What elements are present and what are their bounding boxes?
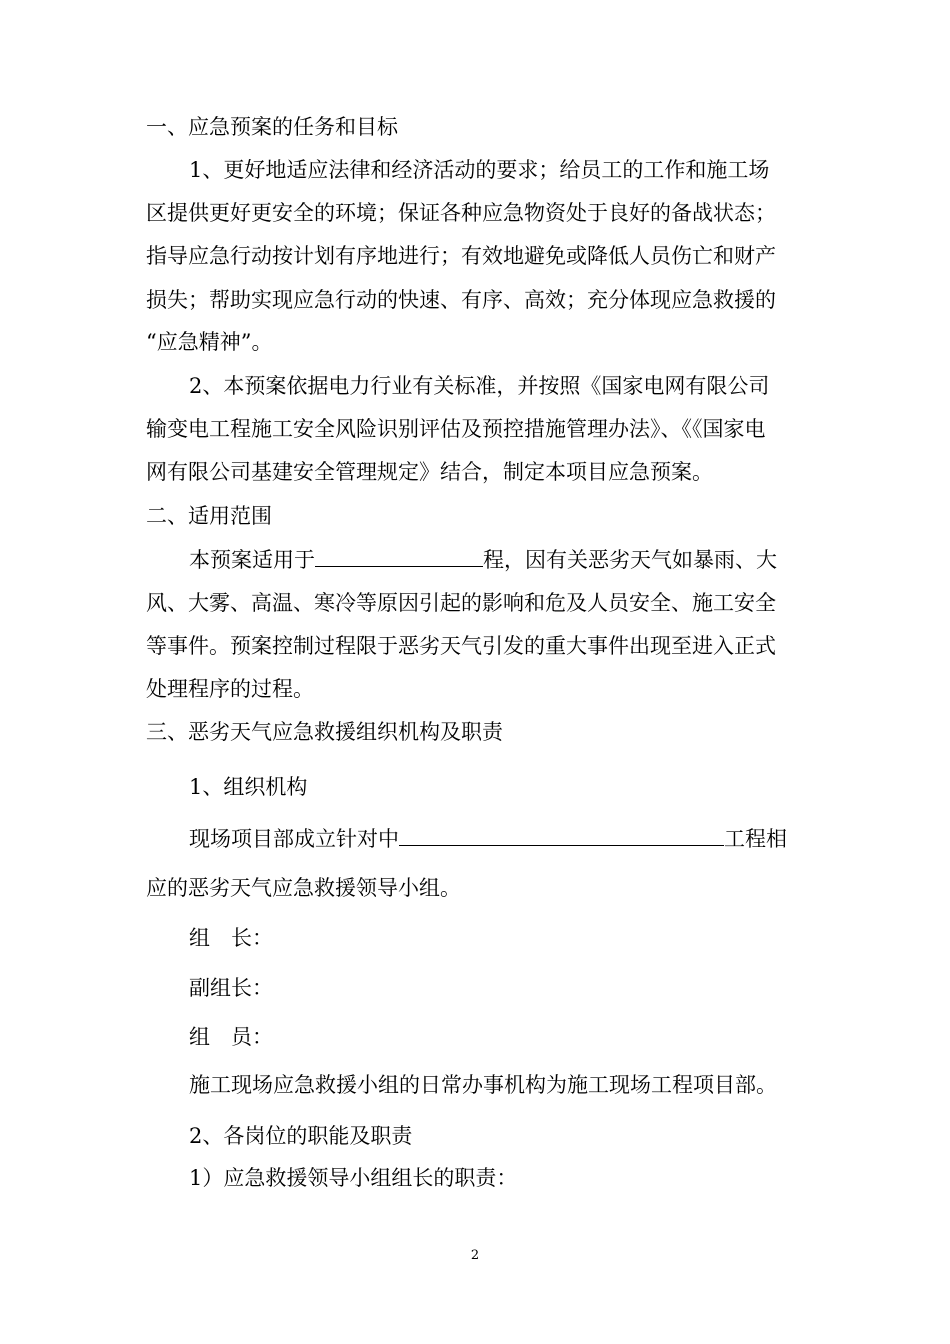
paragraph-line: 网有限公司基建安全管理规定》结合，制定本项目应急预案。 (146, 460, 713, 484)
paragraph-line: “应急精神”。 (146, 330, 273, 354)
paragraph-line: 输变电工程施工安全风险识别评估及预控措施管理办法》、《《国家电 (146, 417, 766, 441)
paragraph-line: 风、大雾、高温、寒冷等原因引起的影响和危及人员安全、施工安全 (146, 591, 776, 615)
paragraph-line: 损失；帮助实现应急行动的快速、有序、高效；充分体现应急救援的 (146, 288, 776, 312)
scope-line (189, 544, 777, 575)
member-label: 组 员： (189, 1025, 273, 1049)
paragraph-line: 1、更好地适应法律和经济活动的要求；给员工的工作和施工场 (189, 158, 770, 182)
paragraph-line: 指导应急行动按计划有序地进行；有效地避免或降低人员伤亡和财产 (146, 244, 776, 268)
scope-text-after: 程，因有关恶劣天气如暴雨、大 (483, 548, 777, 572)
subheading-org: 1、组织机构 (189, 775, 308, 799)
paragraph-line: 2、本预案依据电力行业有关标准，并按照《国家电网有限公司 (189, 374, 770, 398)
section-heading-3: 三、恶劣天气应急救援组织机构及职责 (146, 720, 503, 744)
paragraph-line: 应的恶劣天气应急救援领导小组。 (146, 876, 461, 900)
deputy-label: 副组长： (189, 976, 273, 1000)
org-line (189, 823, 787, 854)
section-heading-1: 一、应急预案的任务和目标 (146, 115, 398, 139)
org-text-after: 工程相 (724, 827, 787, 851)
org-text-before: 现场项目部成立针对中 (189, 827, 399, 851)
duty-item: 1）应急救援领导小组组长的职责： (189, 1166, 518, 1190)
paragraph-line: 区提供更好更安全的环境；保证各种应急物资处于良好的备战状态； (146, 201, 776, 225)
office-line: 施工现场应急救援小组的日常办事机构为施工现场工程项目部。 (189, 1073, 777, 1097)
leader-label: 组 长： (189, 926, 273, 950)
project-name-blank (399, 823, 724, 846)
paragraph-line: 处理程序的过程。 (146, 677, 314, 701)
scope-text-before: 本预案适用于 (189, 548, 315, 572)
section-heading-2: 二、适用范围 (146, 504, 272, 528)
project-name-blank (315, 544, 483, 567)
page-number: 2 (470, 1248, 480, 1263)
paragraph-line: 等事件。预案控制过程限于恶劣天气引发的重大事件出现至进入正式 (146, 634, 776, 658)
subheading-duties: 2、各岗位的职能及职责 (189, 1124, 413, 1148)
